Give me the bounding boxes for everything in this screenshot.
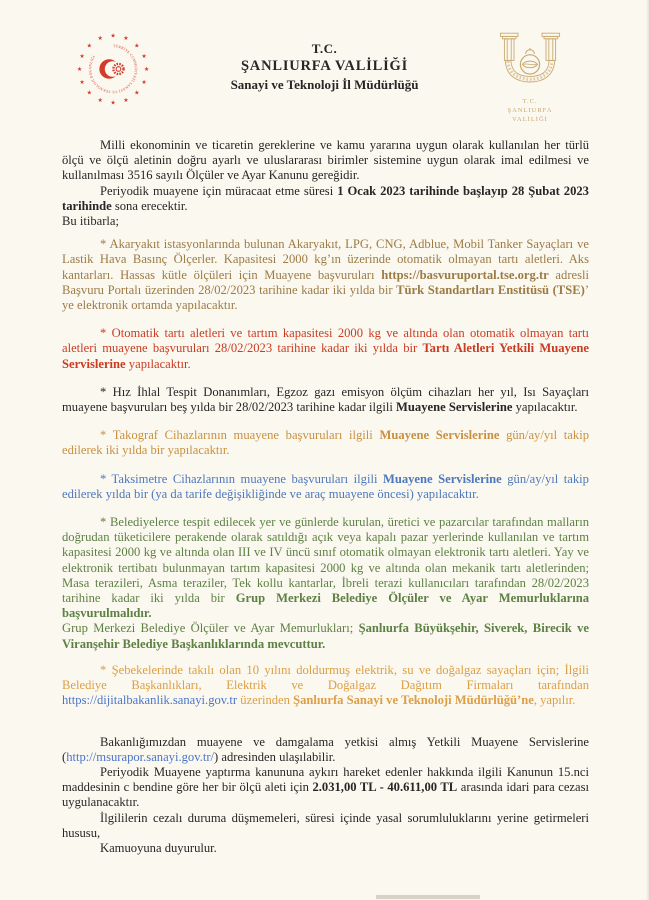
- emblem-caption-title: VALİLİĞİ: [512, 115, 548, 123]
- text-run: * Şebekelerinde takılı olan 10 yılını doldurmuş elektrik, su ve doğalgaz sayaçları için; İlgili Belediye Başkanlıkları, Elektrik ve Doğalgaz Dağıtım Firmaları tarafından: [62, 662, 589, 693]
- municipal-markets-item: [62, 515, 589, 621]
- seal-star-icon: ★: [86, 43, 92, 50]
- seal-star-icon: ★: [134, 43, 140, 50]
- text-run: arasında idari para cezası uygulanacaktır.: [62, 780, 589, 810]
- text-run: Türk Standartları Enstitüsü (TSE): [396, 282, 585, 297]
- text-run: adresli Başvuru Portalı üzerinden 28/02/2023 tarihine kadar iki yılda bir: [62, 267, 590, 297]
- taximeter-item: [62, 472, 589, 502]
- text-run: gün/ay/yıl takip edilerek iki yılda bir yapılacaktır.: [62, 428, 589, 458]
- emblem-caption: [486, 98, 574, 124]
- text-run: Periyodik muayene için müracaat etme süresi: [100, 183, 338, 198]
- letterhead: [0, 26, 649, 130]
- text-run: Grup Merkezi Belediye Ölçüler ve Ayar Memurlukları;: [62, 621, 359, 636]
- text-run: https://basvuruportal.tse.org.tr: [381, 267, 549, 282]
- text-run: Muayene Servislerine: [396, 400, 513, 415]
- text-run: Bakanlığımızdan muayene ve damgalama yetkisi almış Yetkili Muayene Servislerine (: [62, 734, 589, 764]
- header-tc: T.C.: [311, 41, 338, 56]
- speed-detection-item: [62, 385, 589, 415]
- text-run: ’ ye elektronik ortamda yapılacaktır.: [62, 282, 590, 313]
- text-run: 2.031,00 TL - 40.611,00 TL: [312, 780, 458, 795]
- header-subtitle: Sanayi ve Teknoloji İl Müdürlüğü: [230, 77, 419, 93]
- url-text: http://msurapor.sanayi.gov.tr/: [66, 749, 215, 764]
- text-run: * Belediyelerce tespit edilecek yer ve günlerde kurulan, üretici ve pazarcılar tarafından malların doğrudan tüketicilere perakende olarak satıldığı açık veya kapalı pazar yerlerinde kullanılan ve tartım kapasitesi 2000 kg ve altında olan III ve IV üncü sınıf otomatik olmayan elektronik tartı aletleri. Yay ve elektronik tertibatı bulunmayan tartım kapasitesi 2000 kg ve altında olan mekanik tartı aletlerinden; Masa terazileri, Asma teraziler, Tek kollu kantarlar, İbreli terazi kullanıcıları tarafından 28/02/2023 tarihine kadar iki yılda bir: [62, 515, 589, 606]
- text-run: * Takograf Cihazlarının muayene başvuruları ilgili: [100, 428, 380, 443]
- text-run: İlgililerin cezalı duruma düşmemeleri, süresi içinde yasal sorumluluklarını yerine getirmeleri hususu,: [62, 810, 589, 840]
- text-run: * Hız İhlal Tespit Donanımları, Egzoz gazı emisyon ölçüm cihazları her yıl, Isı Sayaçları muayene başvuruları beş yılda bir 28/02/2023 tarihine kadar ilgili: [62, 384, 589, 415]
- text-run: ) adresinden ulaşılabilir.: [214, 749, 336, 764]
- seal-star-icon: ★: [110, 33, 116, 40]
- text-run: Kamuoyuna duyurulur.: [100, 840, 217, 855]
- text-run: üzerinden: [237, 693, 294, 708]
- deadline-paragraph: [62, 184, 589, 214]
- document-body: [62, 138, 589, 856]
- url-text: https://dijitalbakanlik.sanayi.gov.tr: [62, 693, 238, 708]
- fuel-stations-item: [62, 237, 589, 313]
- group-centers-note: [62, 621, 589, 651]
- emblem-caption-name: ŞANLIURFA: [507, 106, 553, 114]
- text-run: sona erecektir.: [111, 198, 188, 213]
- seal-star-icon: ★: [141, 79, 147, 86]
- svg-text:TÜRKİYE CUMHURİYETİ SANAYİ VE: TÜRKİYE CUMHURİYETİ SANAYİ VE TEKNOLOJİ BAKANLIĞI: [88, 44, 138, 94]
- penalty-paragraph: [62, 765, 589, 811]
- text-run: Bu itibarla;: [62, 214, 120, 229]
- text-run: Muayene Servislerine: [379, 428, 500, 443]
- text-run: Muayene Servislerine: [382, 471, 502, 486]
- intro-paragraph: [62, 138, 589, 184]
- text-run: Tartı Aletleri Yetkili Muayene Servislerine: [62, 341, 589, 371]
- text-run: * Taksimetre Cihazlarının muayene başvuruları ilgili: [100, 471, 383, 486]
- text-run: * Otomatik tartı aletleri ve tartım kapasitesi 2000 kg ve altında olan otomatik olmayan tartı aletleri muayene başvuruları 28/02/2023 tarihine kadar iki yılda bir: [62, 326, 589, 356]
- text-run: yapılacaktır.: [512, 400, 578, 415]
- sanliurfa-emblem-icon: [490, 26, 570, 98]
- closing-line: [62, 841, 589, 856]
- text-run: Grup Merkezi Belediye Ölçüler ve Ayar Memurluklarına başvurulmalıdır.: [62, 591, 590, 621]
- sanliurfa-governorship-emblem: [486, 26, 574, 124]
- text-run: yapılacaktır.: [125, 356, 191, 371]
- compliance-paragraph: [62, 811, 589, 841]
- scan-edge-artifact: [376, 895, 480, 899]
- seal-star-icon: ★: [123, 36, 129, 43]
- seal-star-icon: ★: [97, 36, 103, 43]
- emblem-caption-tc: T.C.: [522, 98, 538, 105]
- seal-star-icon: ★: [79, 54, 85, 61]
- seal-star-icon: ★: [110, 100, 116, 107]
- text-run: * Akaryakıt istasyonlarında bulunan Akaryakıt, LPG, CNG, Adblue, Mobil Tanker Sayaçları ve Lastik Hava Basınç Ölçerler. Kapasitesi 2000 kg’ın üzerinde otomatik olmayan tartı aletleri. Aks kantarları. Hassas kütle ölçüleri için Muayene başvuruları: [62, 237, 589, 282]
- text-run: Periyodik Muayene yaptırma kanununa aykırı hareket edenler hakkında ilgili Kanunun 15.nci maddesinin c bendine göre her bir ölçü aleti için: [62, 764, 589, 795]
- header-title: ŞANLIURFA VALİLİĞİ: [240, 58, 409, 75]
- text-run: Şanlıurfa Büyükşehir, Siverek, Birecik ve Viranşehir Belediye Başkanlıklarında mevcuttur.: [62, 621, 590, 651]
- tachograph-item: [62, 428, 589, 458]
- bu-itibarla-line: [62, 214, 589, 229]
- authorized-services-paragraph: [62, 735, 589, 765]
- text-run: , yapılır.: [533, 693, 576, 708]
- seal-star-icon: ★: [97, 98, 103, 105]
- weighing-instruments-item: [62, 326, 589, 372]
- utility-meters-item: [62, 663, 589, 709]
- letterhead-center: [120, 40, 529, 93]
- seal-star-icon: ★: [76, 67, 83, 74]
- seal-star-icon: ★: [134, 90, 140, 97]
- seal-star-icon: ★: [143, 67, 150, 74]
- text-run: gün/ay/yıl takip edilerek yılda bir (ya da tarife değişikliğinde ve araç muayene öncesi) yapılacaktır.: [62, 471, 589, 501]
- text-run: Şanlıurfa Sanayi ve Teknoloji Müdürlüğü’ne: [293, 693, 534, 708]
- text-run: 1 Ocak 2023 tarihinde başlayıp 28 Şubat 2023 tarihinde: [62, 183, 589, 213]
- seal-star-icon: ★: [79, 79, 85, 86]
- seal-star-icon: ★: [141, 54, 147, 61]
- seal-star-icon: ★: [123, 98, 129, 105]
- text-run: Milli ekonominin ve ticaretin gereklerine ve kamu yararına uygun olarak kullanılan her türlü ölçü ve ölçü aletinin doğru ayarlı ve uluslararası birimler sistemine uygun olarak imal edilmesi ve kullanılması 3516 sayılı Ölçüler ve Ayar Kanunu gereğidir.: [62, 138, 589, 183]
- seal-star-icon: ★: [86, 90, 92, 97]
